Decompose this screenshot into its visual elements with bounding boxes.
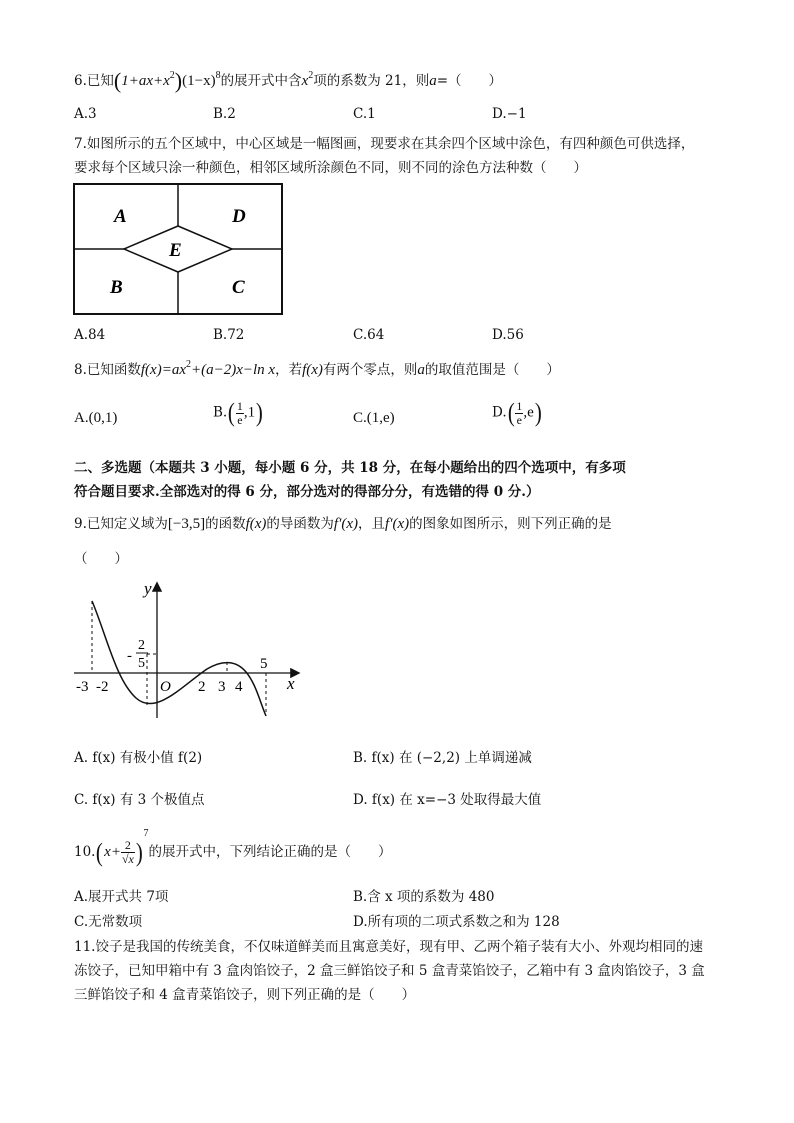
- q6-option-d[interactable]: D.−1: [492, 106, 527, 122]
- q6-term: x: [301, 73, 309, 89]
- q6-sup-term: 2: [308, 70, 314, 81]
- q8-tail: 的取值范围是（ ）: [424, 362, 560, 378]
- tick-label-3: 3: [218, 679, 226, 695]
- q9-mid2: 的导函数为: [266, 516, 334, 532]
- q6-prefix: 6.已知: [74, 73, 114, 89]
- q9-tail: 的图象如图所示，则下列正确的是: [409, 516, 612, 532]
- q11-stem-line3: 三鲜馅饺子和 4 盒青菜馅饺子，则下列正确的是（ ）: [74, 987, 416, 1003]
- q9-domain: [−3,5]: [167, 516, 206, 532]
- q10-tail: 的展开式中，下列结论正确的是（ ）: [148, 844, 392, 860]
- q7-region-diagram: [72, 182, 284, 316]
- q6-mid: 的展开式中含: [220, 73, 302, 89]
- q10-option-b[interactable]: B.含 x 项的系数为 480: [353, 889, 495, 905]
- region-label-c: C: [232, 277, 245, 298]
- q8-has: 有两个零点，则: [322, 362, 418, 378]
- region-label-b: B: [110, 277, 123, 298]
- q6-stem: 6.已知$(1+ax+x^2)(1-x)^8$的展开式中含$x^2$项的系数为 21，则a=（ ）: [74, 68, 503, 93]
- x-axis-label: x: [287, 674, 295, 693]
- q11-stem-line2: 冻饺子，已知甲箱中有 3 盒肉馅饺子，2 盒三鲜馅饺子和 5 盒青菜馅饺子，乙箱中有 3 盒肉馅饺子，3 盒: [74, 963, 705, 979]
- q8-option-d-tail: ,e: [523, 404, 534, 421]
- q8-option-b-label: B.: [213, 404, 228, 421]
- q6-expr-a: 1+ax+x: [121, 73, 170, 89]
- q8-option-d-label: D.: [492, 404, 507, 421]
- q6-option-b[interactable]: B.2: [213, 106, 236, 122]
- q6-sup8: 8: [215, 70, 221, 81]
- q8-stem: [74, 358, 560, 379]
- q8-option-b-num: 1: [236, 398, 243, 413]
- tick-label-neg3: -3: [76, 679, 89, 695]
- q7-option-c[interactable]: C.64: [353, 327, 385, 343]
- q8-fx: f(x): [302, 362, 323, 378]
- q8-option-b-tail: ,1: [243, 404, 256, 421]
- q9-option-a[interactable]: A. f(x) 有极小值 f(2): [74, 750, 203, 766]
- q7-stem-line2: 要求每个区域只涂一种颜色，相邻区域所涂颜色不同，则不同的涂色方法种数（ ）: [74, 160, 587, 176]
- q8-func: f(x)=ax: [140, 362, 186, 378]
- q9-mid1: 的函数: [205, 516, 246, 532]
- q9-prefix: 9.已知定义域为: [74, 516, 168, 532]
- q8-var: a: [417, 362, 425, 378]
- derivative-curve: [92, 601, 266, 716]
- q10-prefix: 10.: [74, 844, 96, 860]
- q6-sup2: 2: [169, 70, 175, 81]
- q6-suffix: 项的系数为 21，则: [313, 73, 430, 89]
- q8-option-d-den: e: [516, 412, 522, 427]
- tick-label-4: 4: [235, 679, 243, 695]
- q7-option-b[interactable]: B.72: [213, 327, 245, 343]
- q9-fpx2: f′(x): [385, 516, 410, 532]
- q9-option-b[interactable]: B. f(x) 在 (−2,2) 上单调递减: [353, 750, 532, 766]
- q9-mid3: ，且: [358, 516, 386, 532]
- q8-option-d[interactable]: D.( $\frac{1}{e}$ ,e): [492, 398, 542, 427]
- section2-heading-line1: 二、多选题（本题共 3 小题，每小题 6 分，共 18 分，在每小题给出的四个选项中，有多项: [74, 460, 626, 476]
- y-axis-label: y: [144, 579, 152, 598]
- q10-option-d[interactable]: D.所有项的二项式系数之和为 128: [353, 914, 560, 930]
- q6-var: a: [429, 73, 437, 89]
- q7-option-d[interactable]: D.56: [492, 327, 524, 343]
- q10-x: x+: [104, 844, 121, 860]
- q10-option-c[interactable]: C.无常数项: [74, 914, 143, 930]
- q10-option-a[interactable]: A.展开式共 7项: [74, 889, 169, 905]
- frac-den: 5: [138, 656, 145, 671]
- q7-option-a[interactable]: A.84: [74, 327, 106, 343]
- q9-paren: （ ）: [74, 551, 128, 567]
- q6-option-a[interactable]: A.3: [74, 106, 97, 122]
- q10-frac: [121, 839, 135, 866]
- q10-stem: 10.(x+ $\frac{2}{√x}$ )$^7$的展开式中，下列结论正确的是（ ）: [74, 828, 392, 867]
- neg-sign: -: [127, 648, 132, 664]
- q8-option-a[interactable]: [74, 410, 117, 427]
- q10-sup: 7: [143, 828, 149, 839]
- region-label-e: E: [169, 240, 182, 261]
- q8-option-d-num: 1: [516, 398, 523, 413]
- q9-option-c[interactable]: C. f(x) 有 3 个极值点: [74, 792, 205, 808]
- q6-expr-b: (1−x): [182, 73, 216, 89]
- q10-den: √x: [121, 852, 134, 866]
- q9-derivative-graph: [70, 574, 310, 724]
- q8-sup: 2: [186, 359, 191, 370]
- q10-num: 2: [121, 839, 135, 853]
- q9-option-d[interactable]: D. f(x) 在 x=−3 处取得最大值: [353, 792, 542, 808]
- section2-heading-line2: 符合题目要求.全部选对的得 6 分，部分选对的得部分分，有选错的得 0 分.）: [74, 484, 540, 500]
- frac-num: 2: [138, 638, 145, 653]
- q8-mid: ，若: [275, 362, 303, 378]
- q8-option-c-text: C.(1,e): [353, 410, 395, 426]
- q8-prefix: 8.已知函数: [74, 362, 141, 378]
- q7-stem-line1: 7.如图所示的五个区域中，中心区域是一幅图画，现要求在其余四个区域中涂色，有四种颜色可供选择，: [74, 136, 695, 152]
- q11-stem-line1: 11.饺子是我国的传统美食，不仅味道鲜美而且寓意美好，现有甲、乙两个箱子装有大小、外观均相同的速: [74, 939, 703, 955]
- origin-label: O: [160, 679, 171, 695]
- q8-option-c[interactable]: [353, 410, 395, 427]
- q9-stem: [74, 512, 612, 533]
- tick-label-5: 5: [260, 656, 268, 672]
- tick-label-neg2: -2: [96, 679, 109, 695]
- q9-fpx: f′(x): [333, 516, 359, 532]
- q6-option-c[interactable]: C.1: [353, 106, 376, 122]
- q8-option-b-den: e: [237, 412, 243, 427]
- region-label-a: A: [114, 206, 127, 227]
- q8-option-b-frac: [236, 400, 244, 427]
- q9-fx: f(x): [245, 516, 267, 532]
- region-label-d: D: [232, 206, 246, 227]
- q6-tail: =（ ）: [436, 73, 503, 89]
- q8-option-a-text: A.(0,1): [74, 410, 118, 426]
- q8-option-b[interactable]: B.( $\frac{1}{e}$ ,1): [213, 398, 263, 427]
- q8-rest: +(a−2)x−ln x: [191, 362, 276, 378]
- tick-label-2: 2: [198, 679, 206, 695]
